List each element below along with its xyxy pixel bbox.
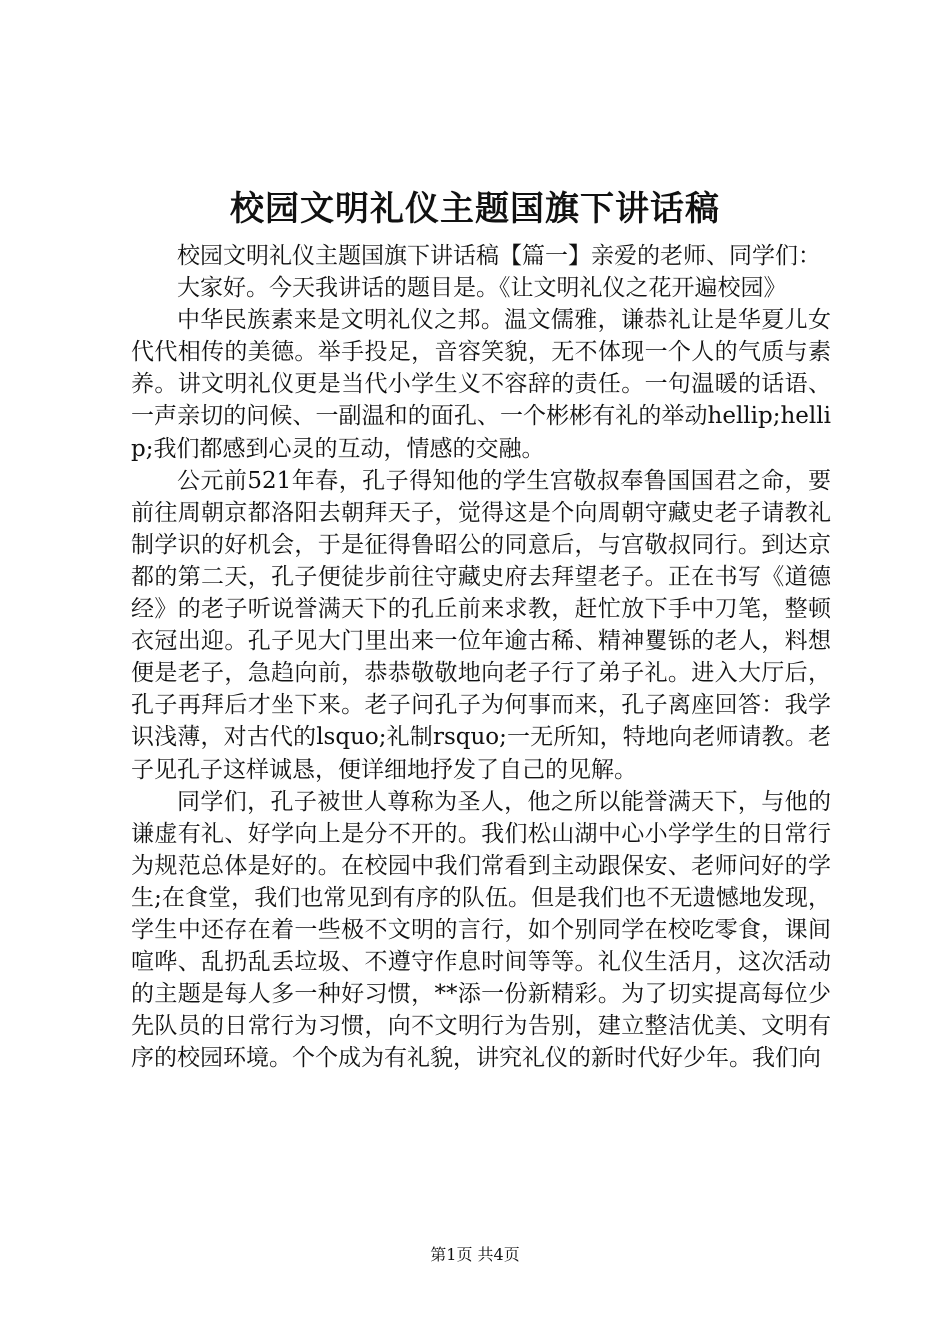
paragraph-topic: 大家好。今天我讲话的题目是。《让文明礼仪之花开遍校园》: [177, 275, 787, 302]
paragraph-etiquette-tradition: 中华民族素来是文明礼仪之邦。温文儒雅，谦恭礼让是华夏儿女代代相传的美德。举手投足，音容笑貌，无不体现一个人的气质与素养。讲文明礼仪更是当代小学生义不容辞的责任。一句温暖的话语、一声亲切的问候、一副温和的面孔、一个彬彬有礼的举动hellip;hellip;我们都感到心灵的互动，情感的交融。: [131, 307, 831, 462]
document-title: 校园文明礼仪主题国旗下讲话稿: [230, 189, 720, 229]
paragraph-confucius-story: 公元前521年春，孔子得知他的学生宫敬叔奉鲁国国君之命，要前往周朝京都洛阳去朝拜天子，觉得这是个向周朝守藏史老子请教礼制学识的好机会，于是征得鲁昭公的同意后，与宫敬叔同行。到达京都的第二天，孔子便徒步前往守藏史府去拜望老子。正在书写《道德经》的老子听说誉满天下的孔丘前来求教，赶忙放下手中刀笔，整顿衣冠出迎。孔子见大门里出来一位年逾古稀、精神矍铄的老人，料想便是老子，急趋向前，恭恭敬敬地向老子行了弟子礼。进入大厅后，孔子再拜后才坐下来。老子问孔子为何事而来，孔子离座回答：我学识浅薄，对古代的lsquo;礼制rsquo;一无所知，特地向老师请教。老子见孔子这样诚恳，便详细地抒发了自己的见解。: [131, 467, 831, 783]
document-body: [131, 240, 831, 1074]
paragraph-school-behavior: 同学们，孔子被世人尊称为圣人，他之所以能誉满天下，与他的谦虚有礼、好学向上是分不开的。我们松山湖中心小学学生的日常行为规范总体是好的。在校园中我们常看到主动跟保安、老师问好的学生;在食堂，我们也常见到有序的队伍。但是我们也不无遗憾地发现，学生中还存在着一些极不文明的言行，如个别同学在校吃零食，课间喧哗、乱扔乱丢垃圾、不遵守作息时间等等。礼仪生活月，这次活动的主题是每人多一种好习惯，**添一份新精彩。为了切实提高每位少先队员的日常行为习惯，向不文明行为告别，建立整洁优美、文明有序的校园环境。个个成为有礼貌，讲究礼仪的新时代好少年。我们向: [131, 788, 831, 1072]
paragraph-greeting: 校园文明礼仪主题国旗下讲话稿【篇一】亲爱的老师、同学们：: [177, 243, 821, 269]
page-number-footer: 第1页 共4页: [430, 1245, 520, 1264]
